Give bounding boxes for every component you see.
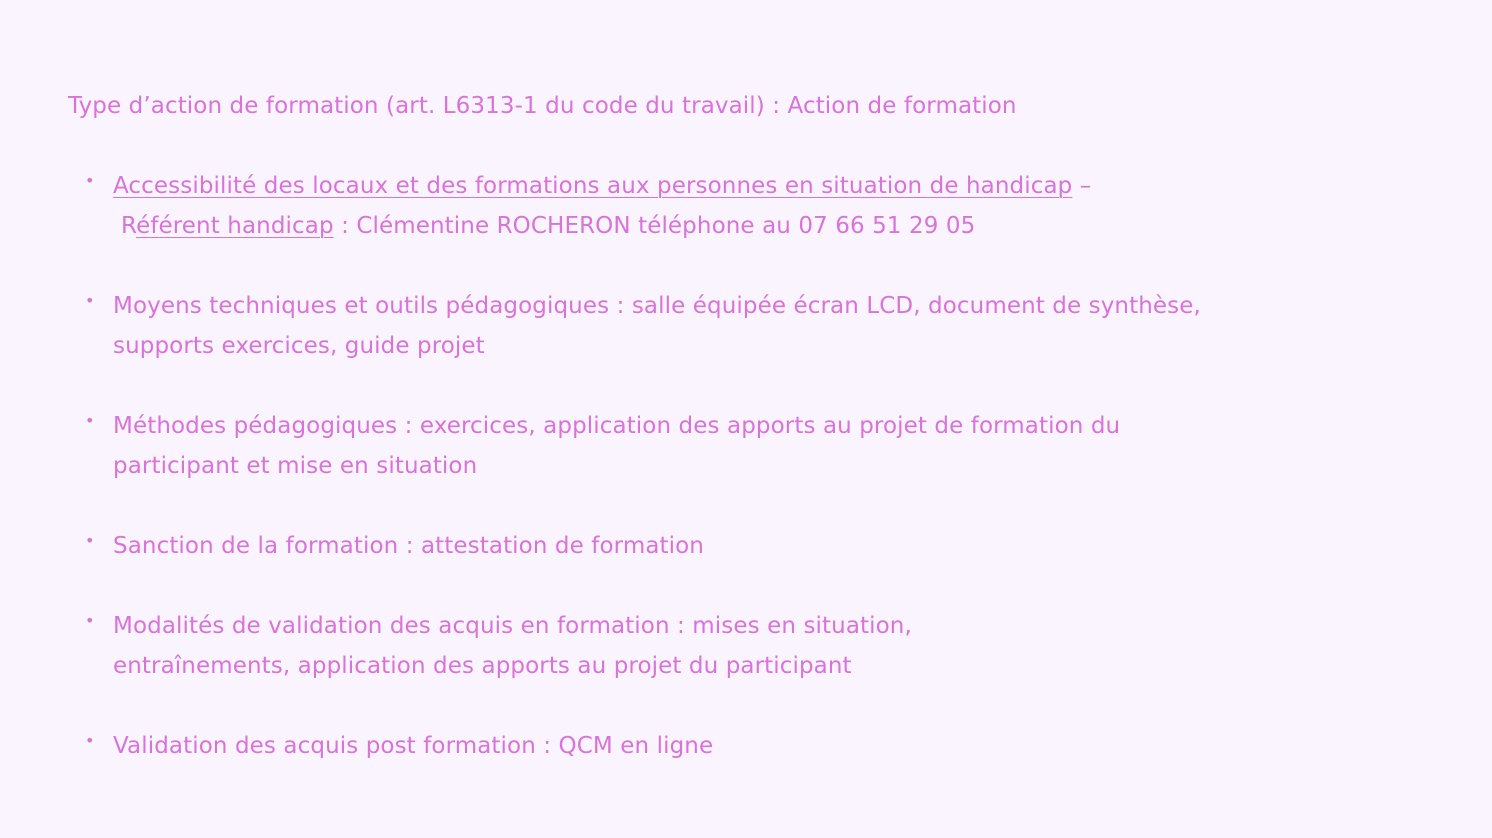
list-item-teaching-methods <box>68 406 1248 486</box>
sanction-text: Sanction de la formation : attestation de formation <box>113 533 704 559</box>
post-validation-text: Validation des acquis post formation : QCM en ligne <box>113 733 714 759</box>
bullet-icon: • <box>85 611 95 630</box>
training-info-list <box>68 166 1248 766</box>
bullet-icon: • <box>85 531 95 550</box>
list-item-sanction <box>68 526 1248 566</box>
referent-handicap-link[interactable]: éférent handicap <box>136 213 334 239</box>
accessibility-link[interactable]: Accessibilité des locaux et des formations aux personnes en situation de handicap <box>113 173 1073 199</box>
bullet-icon: • <box>85 171 95 190</box>
referent-contact-text: : Clémentine ROCHERON téléphone au 07 66 51 29 05 <box>333 213 976 239</box>
list-item-technical-means <box>68 286 1248 366</box>
bullet-icon: • <box>85 291 95 310</box>
list-item-accessibility <box>68 166 1248 246</box>
technical-means-text: Moyens techniques et outils pédagogiques : salle équipée écran LCD, document de synthèse, supports exercices, guide projet <box>113 293 1201 359</box>
list-item-validation-modalities <box>68 606 1248 686</box>
training-type-line: Type d’action de formation (art. L6313-1 du code du travail) : Action de formation <box>68 93 1017 119</box>
bullet-icon: • <box>85 731 95 750</box>
document-body <box>68 86 1248 766</box>
validation-modalities-line2: entraînements, application des apports au projet du participant <box>113 653 852 679</box>
teaching-methods-text: Méthodes pédagogiques : exercices, application des apports au projet de formation du participant et mise en situation <box>113 413 1121 479</box>
list-item-post-validation <box>68 726 1248 766</box>
bullet-icon: • <box>85 411 95 430</box>
separator-dash: – <box>1072 173 1092 199</box>
validation-modalities-line1: Modalités de validation des acquis en formation : mises en situation, <box>113 613 912 639</box>
referent-prefix: R <box>121 213 137 239</box>
